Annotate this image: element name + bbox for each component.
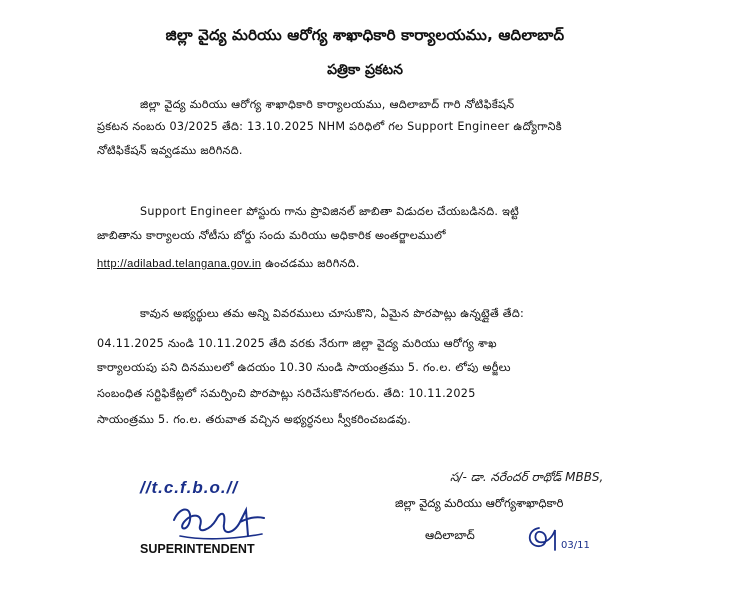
para2-line-3 — [97, 257, 360, 271]
para3-line-2: 04.11.2025 నుండి 10.11.2025 తేది వరకు నేరుగా జిల్లా వైద్య మరియు ఆరోగ్య శాఖ — [97, 337, 497, 350]
para3-line-5: సాయంత్రము 5. గం.ల. తరువాత వచ్చిన అభ్యర్ధనలు స్వీకరించబడవు. — [97, 413, 412, 426]
para2-line-1: Support Engineer పోస్టురు గాను ప్రొవిజినల్ జాబితా విడుదల చేయబడినది. ఇట్టి — [140, 205, 520, 218]
para3-line-3: కార్యాలయపు పని దినములలో ఉదయం 10.30 నుండి సాయంత్రము 5. గం.ల. లోపు అర్జీలు — [97, 361, 511, 374]
office-title: జిల్లా వైద్య మరియు ఆరోగ్య శాఖాధికారి కార్యాలయము, ఆదిలాబాద్ — [165, 26, 565, 44]
district-website-link[interactable]: http://adilabad.telangana.gov.in — [97, 258, 262, 270]
officer-place: ఆదిలాబాద్ — [425, 528, 475, 542]
para1-line-3: నోటిఫికేషన్ ఇవ్వడము జరిగినది. — [97, 144, 243, 157]
stamp-designation: SUPERINTENDENT — [140, 542, 255, 556]
superintendent-signature — [170, 500, 270, 548]
press-note-heading: పత్రికా ప్రకటన — [327, 62, 403, 78]
initials-date-mark — [525, 522, 595, 560]
officer-signature-block — [395, 472, 695, 572]
para2-line-2: జాబితాను కార్యాలయ నోటీసు బోర్డు సందు మరియు అధికారిక అంతర్జాలములో — [97, 229, 446, 242]
stamp-abbreviation: //t.c.f.b.o.// — [140, 478, 239, 497]
superintendent-stamp — [140, 478, 280, 568]
officer-designation: జిల్లా వైద్య మరియు ఆరోగ్యశాఖాధికారి — [395, 496, 564, 510]
date-mark-text: 03/11 — [561, 540, 590, 551]
para1-line-1: జిల్లా వైద్య మరియు ఆరోగ్య శాఖాధికారి కార్యాలయము, ఆదిలాబాద్ గారి నోటిఫికేషన్ — [140, 98, 515, 111]
para3-line-1: కావున అభ్యర్థులు తమ అన్ని వివరములు చూసుకొని, ఏమైన పొరపాట్లు ఉన్నట్లైతే తేది: — [140, 307, 525, 320]
para3-line-4: సంబంధిత సర్టిఫికేట్లలో సమర్పించి పొరపాట్లు సరిచేసుకొనగలరు. తేది: 10.11.2025 — [97, 387, 476, 400]
handwritten-signature: స/- డా. నరేందర్ రాథోడ్ MBBS, — [450, 470, 604, 484]
para1-line-2: ప్రకటన నంబరు 03/2025 తేది: 13.10.2025 NHM పరిధిలో గల Support Engineer ఉద్యోగానికి — [97, 120, 562, 133]
para2-tail: ఉంచడము జరిగినది. — [265, 257, 360, 270]
